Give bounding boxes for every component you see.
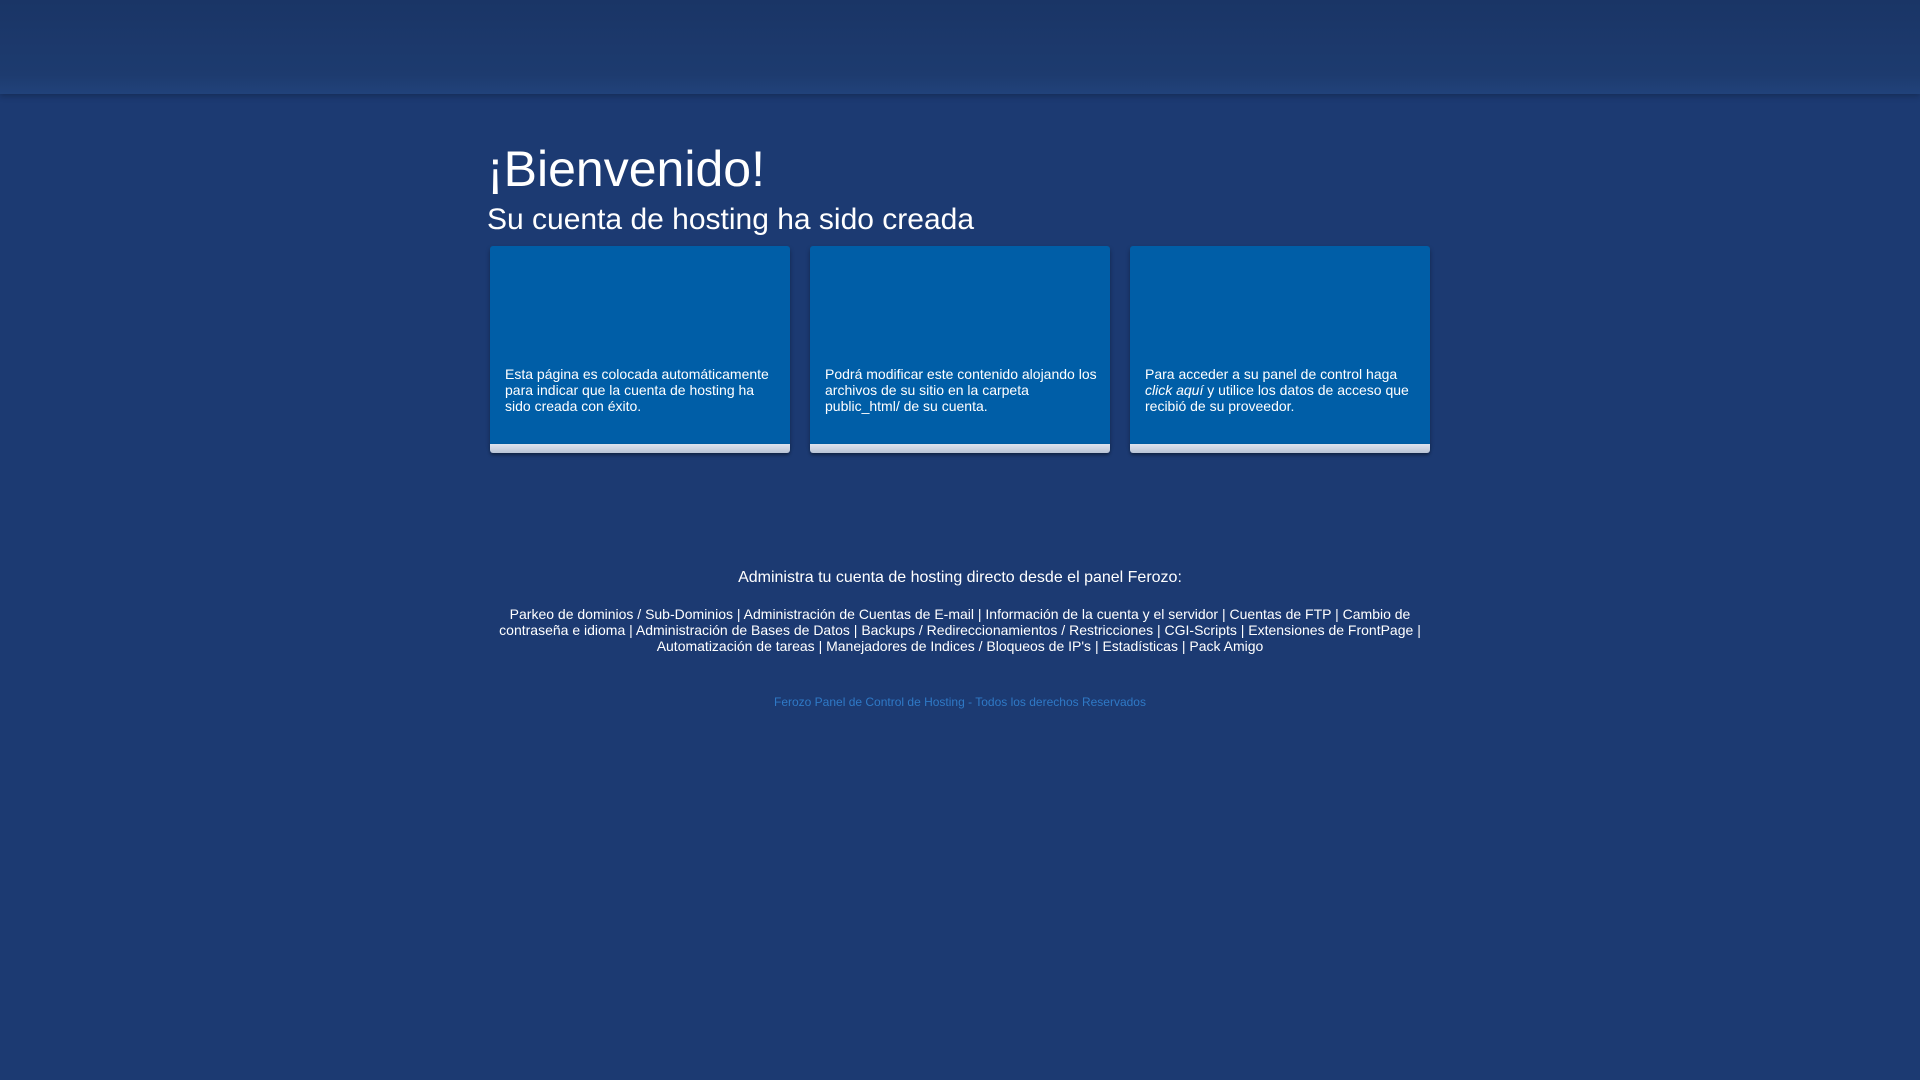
admin-link[interactable]: Parkeo de dominios / Sub-Dominios — [509, 606, 733, 622]
main-content — [487, 140, 1433, 709]
link-separator: | — [1240, 622, 1245, 638]
footer-copyright: Ferozo Panel de Control de Hosting - Todos los derechos Reservados — [774, 695, 1146, 709]
link-separator: | — [853, 622, 858, 638]
card-text-after: y utilice los datos de acceso que recibió de su proveedor. — [1145, 382, 1409, 414]
link-separator: | — [1094, 638, 1099, 654]
link-separator: | — [977, 606, 982, 622]
info-card-control-panel — [1130, 246, 1430, 444]
admin-link[interactable]: Cuentas de FTP — [1229, 606, 1332, 622]
admin-link[interactable]: Información de la cuenta y el servidor — [985, 606, 1219, 622]
link-separator: | — [1157, 622, 1161, 638]
link-separator: | — [1222, 606, 1226, 622]
top-banner — [0, 0, 1920, 94]
admin-link[interactable]: CGI-Scripts — [1164, 622, 1237, 638]
link-separator: | — [1181, 638, 1186, 654]
info-card-created — [490, 246, 790, 444]
info-cards — [490, 246, 1433, 450]
click-here-link[interactable]: click aquí — [1145, 382, 1204, 398]
link-separator: | — [736, 606, 741, 622]
admin-link[interactable]: Extensiones de FrontPage — [1248, 622, 1414, 638]
admin-link[interactable]: Pack Amigo — [1189, 638, 1264, 654]
card-text: Podrá modificar este contenido alojando los archivos de su sitio en la carpeta public_html/ de su cuenta. — [825, 366, 1097, 414]
page-title: ¡Bienvenido! — [487, 141, 765, 197]
admin-link[interactable]: Administración de Cuentas de E-mail — [743, 606, 974, 622]
admin-link[interactable]: Administración de Bases de Datos — [635, 622, 850, 638]
page-subtitle: Su cuenta de hosting ha sido creada — [487, 203, 975, 236]
admin-link[interactable]: Automatización de tareas — [656, 638, 815, 654]
admin-link[interactable]: Cambio de contraseña e idioma — [499, 606, 1411, 638]
card-text: Esta página es colocada automáticamente para indicar que la cuenta de hosting ha sido creada con éxito. — [505, 366, 769, 414]
info-card-public-html — [810, 246, 1110, 444]
link-separator: | — [629, 622, 633, 638]
link-separator: | — [818, 638, 823, 654]
admin-heading: Administra tu cuenta de hosting directo desde el panel Ferozo: — [738, 569, 1182, 586]
link-separator: | — [1417, 622, 1421, 638]
admin-link[interactable]: Manejadores de Indices / Bloqueos de IP's — [826, 638, 1092, 654]
link-separator: | — [1335, 606, 1339, 622]
admin-link[interactable]: Estadísticas — [1102, 638, 1178, 654]
card-text — [1145, 366, 1418, 414]
card-text-before: Para acceder a su panel de control haga — [1145, 366, 1398, 382]
admin-link[interactable]: Backups / Redireccionamientos / Restricciones — [861, 622, 1154, 638]
admin-links — [487, 606, 1433, 654]
